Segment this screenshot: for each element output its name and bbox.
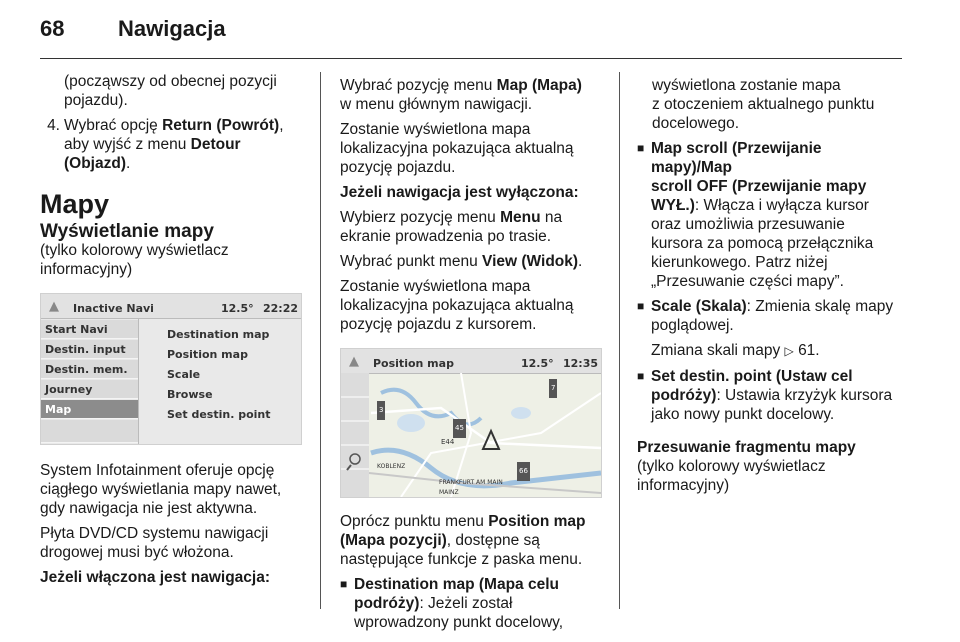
text: na	[540, 209, 563, 226]
text: .	[578, 253, 583, 270]
text-line: lokalizacyjna pokazująca aktualną	[340, 140, 574, 157]
step-number: 4.	[47, 117, 60, 134]
text-line: docelowego.	[652, 115, 740, 132]
header-rule	[40, 58, 902, 59]
bullet-set-destin-point	[637, 367, 902, 424]
menu-term: podróży)	[354, 595, 420, 612]
paragraph-7	[340, 512, 602, 569]
tab-journey[interactable]: Journey	[41, 380, 138, 399]
bullet-square-icon: ■	[637, 369, 645, 383]
paragraph-1	[40, 461, 302, 518]
status-text: Inactive Navi	[73, 302, 154, 315]
paragraph-1	[340, 76, 602, 114]
subsection-heading: Wyświetlanie mapy	[40, 221, 214, 242]
menu-term: Return (Powrót)	[162, 117, 280, 134]
text: : Ustawia krzyżyk kursora	[716, 387, 893, 404]
text-line: następujące funkcje z paska menu.	[340, 551, 583, 568]
option-destination-map[interactable]: Destination map	[167, 328, 270, 341]
text: : Włącza i wyłącza kursor	[694, 197, 869, 214]
tab-destin-input[interactable]: Destin. input	[41, 340, 138, 359]
text: Wybierz pozycję menu	[340, 209, 501, 226]
text-line: pozycję pojazdu.	[340, 159, 456, 176]
text-line: informacyjny)	[40, 261, 133, 278]
continuation-text	[40, 72, 302, 110]
paragraph-2	[340, 120, 602, 177]
map-label-koblenz: KOBLENZ	[377, 463, 406, 470]
text-line: wprowadzony punkt docelowy,	[354, 614, 564, 631]
bullet-destination-map	[340, 575, 602, 632]
menu-term: scroll OFF (Przewijanie mapy	[651, 178, 867, 195]
paragraph-5	[340, 252, 602, 271]
text-line: Zostanie wyświetlona mapa	[340, 121, 531, 138]
text-line: drogowej musi być włożona.	[40, 544, 234, 561]
paragraph-6	[340, 277, 602, 334]
bullet-square-icon: ■	[637, 299, 645, 313]
column-divider-2	[619, 72, 620, 609]
text-line: kierunkowego. Patrz niżej	[651, 254, 828, 271]
text: Wybrać punkt menu	[340, 253, 483, 270]
condition-heading: Jeżeli włączona jest nawigacja:	[40, 569, 271, 586]
heading-value: 12.5°	[221, 302, 254, 315]
navigation-arrow-icon: ▲	[349, 354, 359, 369]
option-set-destin-point[interactable]: Set destin. point	[167, 408, 271, 421]
text: .	[126, 155, 131, 172]
menu-term: Scale (Skala)	[651, 298, 747, 315]
text-line: informacyjny)	[637, 477, 730, 494]
section-heading: Mapy	[40, 189, 110, 219]
bullet-continuation	[637, 76, 902, 133]
text-line: wyświetlona zostanie mapa	[652, 77, 841, 94]
text: : Jeżeli został	[419, 595, 513, 612]
text-line: pozycję pojazdu z kursorem.	[340, 316, 537, 333]
menu-term: (Mapa pozycji)	[340, 532, 447, 549]
bullet-square-icon: ■	[637, 141, 645, 155]
text: Wybrać pozycję menu	[340, 77, 497, 94]
text-line: lokalizacyjna pokazująca aktualną	[340, 297, 574, 314]
text-line: w menu głównym nawigacji.	[340, 96, 533, 113]
screen-status-bar	[41, 294, 301, 319]
page-ref-link[interactable]: 61.	[798, 342, 820, 359]
text-line: System Infotainment oferuje opcję	[40, 462, 275, 479]
menu-term: Destination map (Mapa celu	[354, 576, 559, 593]
text: Wybrać opcję	[64, 117, 163, 134]
tab-start-navi[interactable]: Start Navi	[41, 320, 138, 339]
page-ref-arrow-icon[interactable]: ▷	[784, 344, 794, 358]
menu-divider	[138, 319, 139, 444]
column-1	[40, 72, 302, 587]
menu-term: Menu	[500, 209, 541, 226]
bullet-scale	[637, 297, 902, 361]
page-number: 68	[40, 16, 65, 41]
text: aby wyjść z menu	[64, 136, 191, 153]
option-position-map[interactable]: Position map	[167, 348, 248, 361]
menu-term: Map scroll (Przewijanie mapy)/Map	[651, 140, 822, 176]
text: Zmiana skali mapy	[651, 342, 785, 359]
text-line: oraz umożliwia przesuwanie	[651, 216, 845, 233]
paragraph-4	[340, 208, 602, 246]
page-title: Nawigacja	[118, 16, 226, 41]
text: ,	[279, 117, 284, 134]
zoom-icon[interactable]	[347, 452, 361, 466]
paragraph-2	[40, 524, 302, 562]
text: : Zmienia skalę mapy	[746, 298, 894, 315]
text: , dostępne są	[446, 532, 540, 549]
text-line: (tylko kolorowy wyświetlacz	[40, 242, 229, 259]
step-text	[64, 116, 284, 173]
text-line: ciągłego wyświetlania mapy nawet,	[40, 481, 282, 498]
menu-term: WYŁ.)	[651, 197, 695, 214]
menu-term: Position map	[488, 513, 586, 530]
step-4	[40, 116, 302, 173]
position-map-screenshot	[340, 348, 602, 498]
menu-term: Detour	[190, 136, 241, 153]
tab-map[interactable]: Map	[41, 400, 138, 419]
subsection-heading: Przesuwanie fragmentu mapy	[637, 439, 856, 456]
text-line: „Przesuwanie części mapy”.	[651, 273, 844, 290]
menu-term: Set destin. point (Ustaw cel	[651, 368, 853, 385]
text-line: Płyta DVD/CD systemu nawigacji	[40, 525, 269, 542]
column-divider-1	[320, 72, 321, 609]
text-line: poglądowej.	[651, 317, 734, 334]
text-line: z otoczeniem aktualnego punktu	[652, 96, 875, 113]
text-line: Zostanie wyświetlona mapa	[340, 278, 531, 295]
text-line: pojazdu).	[64, 92, 128, 109]
map-label-frankfurt: FRANKFURT AM MAIN	[439, 479, 503, 486]
screen-status-bar	[341, 349, 601, 374]
screen-title: Position map	[373, 357, 454, 370]
clock: 12:35	[563, 357, 599, 370]
navigation-arrow-icon: ▲	[49, 299, 59, 314]
tab-empty	[41, 420, 138, 443]
menu-term: View (Widok)	[482, 253, 579, 270]
menu-term: podróży)	[651, 387, 717, 404]
text-line: (tylko kolorowy wyświetlacz	[637, 458, 826, 475]
map-badge-3: 3	[377, 401, 385, 420]
map-label-e44: E44	[441, 438, 455, 446]
clock: 22:22	[263, 302, 299, 315]
navi-menu-screenshot	[40, 293, 302, 445]
map-badge-45: 45	[453, 419, 466, 438]
menu-term: (Objazd)	[64, 155, 126, 172]
map-badge-66: 66	[517, 462, 530, 481]
tab-destin-mem[interactable]: Destin. mem.	[41, 360, 138, 379]
column-3	[637, 76, 902, 495]
text-line: ekranie prowadzenia po trasie.	[340, 228, 552, 245]
heading-value: 12.5°	[521, 357, 554, 370]
menu-term: Map (Mapa)	[496, 77, 582, 94]
bullet-map-scroll	[637, 139, 902, 291]
column-2	[340, 76, 602, 638]
text-line: (począwszy od obecnej pozycji	[64, 73, 277, 90]
option-scale[interactable]: Scale	[167, 368, 201, 381]
map-badge-7: 7	[549, 379, 557, 398]
text: Oprócz punktu menu	[340, 513, 489, 530]
text-line: jako nowy punkt docelowy.	[651, 406, 835, 423]
bullet-square-icon: ■	[340, 577, 348, 591]
condition-heading: Jeżeli nawigacja jest wyłączona:	[340, 184, 579, 201]
text-line: gdy nawigacja nie jest aktywna.	[40, 500, 258, 517]
text-line: kursora za pomocą przełącznika	[651, 235, 874, 252]
map-label-mainz: MAINZ	[439, 489, 459, 496]
option-browse[interactable]: Browse	[167, 388, 213, 401]
